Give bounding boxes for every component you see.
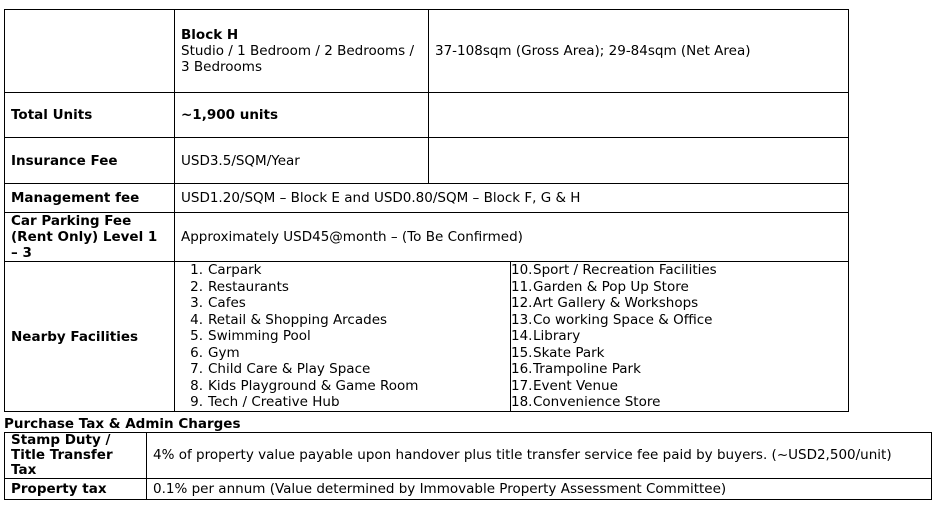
facilities-list-right	[511, 262, 842, 411]
facility-number: 13.	[511, 311, 533, 328]
facility-number: 3.	[190, 295, 203, 312]
facility-number: 2.	[190, 278, 203, 295]
facility-item	[511, 279, 842, 296]
facility-item	[181, 312, 504, 329]
facility-number: 1.	[190, 262, 203, 279]
facility-number: 5.	[190, 328, 203, 345]
facility-item	[181, 345, 504, 362]
facility-number: 10.	[511, 262, 533, 279]
purchase-tax-table	[4, 432, 932, 500]
facility-name: Trampoline Park	[533, 361, 641, 378]
management-fee-label: Management fee	[5, 184, 175, 213]
facility-name: Swimming Pool	[208, 328, 311, 345]
facility-name: Tech / Creative Hub	[208, 394, 340, 411]
facility-number: 7.	[190, 361, 203, 378]
facility-name: Kids Playground & Game Room	[208, 377, 419, 394]
facility-item	[181, 378, 504, 395]
facility-number: 16.	[511, 361, 533, 378]
block-cell	[175, 10, 429, 93]
empty-cell	[429, 138, 849, 184]
area-cell: 37-108sqm (Gross Area); 29-84sqm (Net Area)	[429, 10, 849, 93]
facility-name: Library	[533, 328, 581, 345]
facility-item	[511, 394, 842, 411]
property-tax-row	[5, 479, 932, 500]
nearby-facilities-label: Nearby Facilities	[5, 262, 175, 412]
stamp-duty-value: 4% of property value payable upon handover plus title transfer service fee paid by buyers. (~USD2,500/unit)	[147, 433, 932, 479]
purchase-tax-heading: Purchase Tax & Admin Charges	[4, 416, 241, 432]
facility-item	[511, 295, 842, 312]
block-name: Block H	[181, 27, 239, 43]
facility-name: Art Gallery & Workshops	[533, 295, 699, 312]
facility-name: Retail & Shopping Arcades	[208, 311, 388, 328]
facility-name: Carpark	[208, 262, 262, 279]
facility-number: 18.	[511, 394, 533, 411]
facility-name: Garden & Pop Up Store	[533, 278, 689, 295]
empty-cell	[5, 10, 175, 93]
car-parking-value: Approximately USD45@month – (To Be Confirmed)	[175, 213, 849, 262]
car-parking-label: Car Parking Fee (Rent Only) Level 1 – 3	[5, 213, 175, 262]
facility-number: 6.	[190, 344, 203, 361]
facility-item	[181, 361, 504, 378]
management-fee-value: USD1.20/SQM – Block E and USD0.80/SQM – Block F, G & H	[175, 184, 849, 213]
block-row	[5, 10, 849, 93]
stamp-duty-row	[5, 433, 932, 479]
facility-name: Event Venue	[533, 377, 618, 394]
facility-item	[181, 279, 504, 296]
facility-item	[181, 394, 504, 411]
facility-number: 8.	[190, 377, 203, 394]
property-details-table	[4, 9, 849, 412]
facility-item	[511, 345, 842, 362]
property-tax-label: Property tax	[5, 479, 147, 500]
total-units-row	[5, 93, 849, 138]
facility-item	[181, 295, 504, 312]
empty-cell	[429, 93, 849, 138]
facility-name: Child Care & Play Space	[208, 361, 371, 378]
facility-item	[181, 328, 504, 345]
property-tax-value: 0.1% per annum (Value determined by Immovable Property Assessment Committee)	[147, 479, 932, 500]
facility-number: 15.	[511, 344, 533, 361]
facility-number: 12.	[511, 295, 533, 312]
car-parking-row	[5, 213, 849, 262]
facility-item	[511, 378, 842, 395]
facility-number: 14.	[511, 328, 533, 345]
facility-number: 17.	[511, 377, 533, 394]
unit-types: Studio / 1 Bedroom / 2 Bedrooms / 3 Bedrooms	[181, 43, 415, 75]
facilities-left-cell	[175, 262, 511, 412]
facility-name: Restaurants	[208, 278, 289, 295]
nearby-facilities-row	[5, 262, 849, 412]
facility-name: Cafes	[208, 295, 246, 312]
facility-item	[511, 262, 842, 279]
facility-name: Skate Park	[533, 344, 605, 361]
total-units-label: Total Units	[5, 93, 175, 138]
facility-name: Co working Space & Office	[533, 311, 713, 328]
facility-number: 9.	[190, 394, 203, 411]
total-units-value: ~1,900 units	[175, 93, 429, 138]
facility-name: Convenience Store	[533, 394, 661, 411]
stamp-duty-label: Stamp Duty / Title Transfer Tax	[5, 433, 147, 479]
facility-name: Sport / Recreation Facilities	[533, 262, 717, 279]
facility-number: 4.	[190, 311, 203, 328]
facility-item	[511, 328, 842, 345]
facility-item	[511, 361, 842, 378]
facilities-list-left	[181, 262, 504, 411]
facility-name: Gym	[208, 344, 240, 361]
facility-item	[511, 312, 842, 329]
facility-item	[181, 262, 504, 279]
facilities-right-cell	[511, 262, 849, 412]
insurance-fee-label: Insurance Fee	[5, 138, 175, 184]
management-fee-row	[5, 184, 849, 213]
insurance-fee-row	[5, 138, 849, 184]
insurance-fee-value: USD3.5/SQM/Year	[175, 138, 429, 184]
facility-number: 11.	[511, 278, 533, 295]
